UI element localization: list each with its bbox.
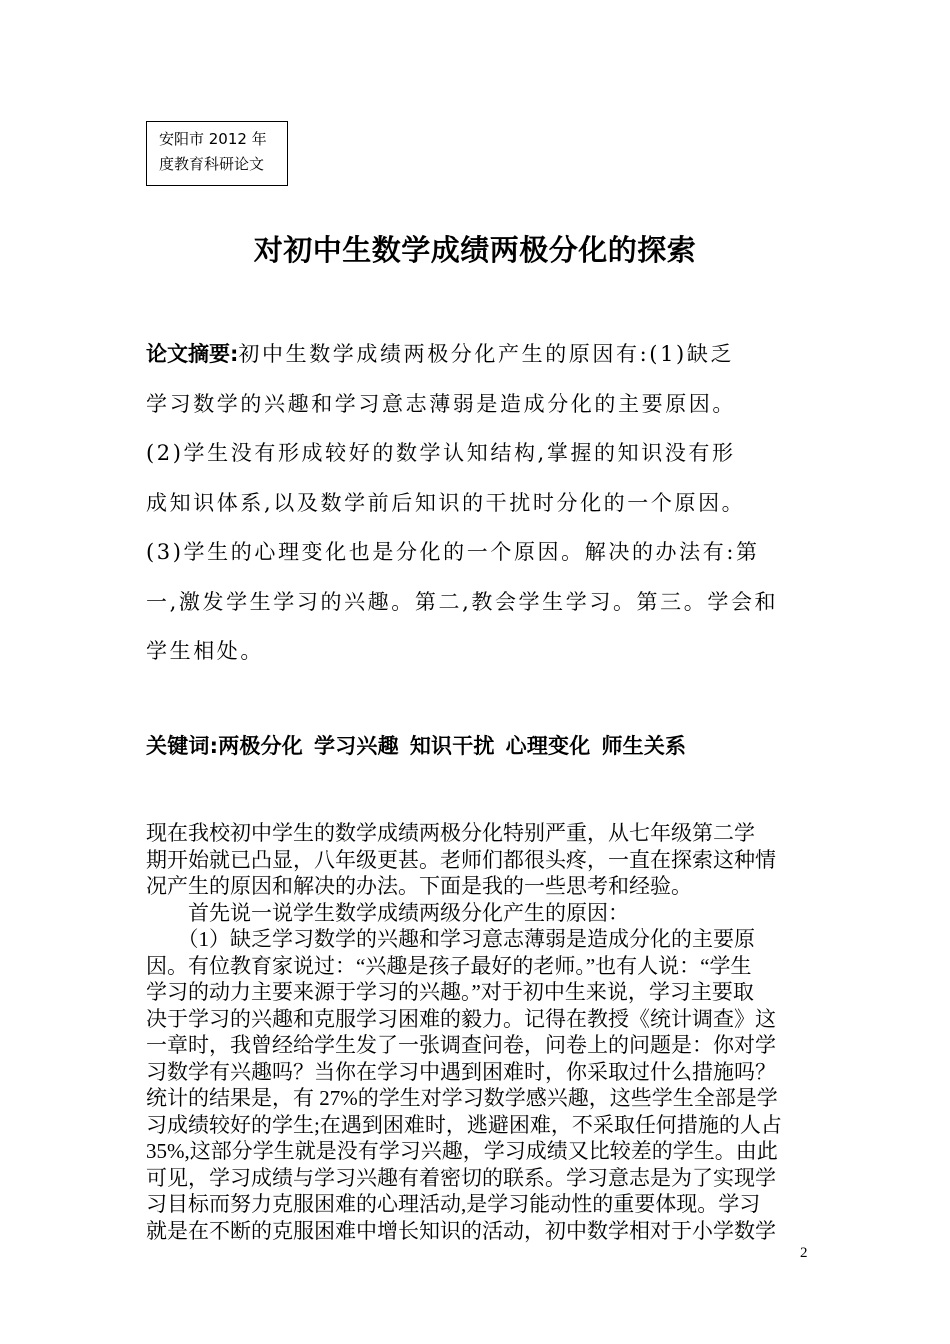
body-line: 习成绩较好的学生;在遇到困难时，逃避困难，不采取任何措施的人占 [146, 1112, 782, 1137]
keyword: 心理变化 [505, 734, 591, 758]
body-line: 决于学习的兴趣和克服学习困难的毅力。记得在教授《统计调查》这 [146, 1006, 776, 1031]
body-line: 期开始就已凸显，八年级更甚。老师们都很头疼，一直在探索这种情 [146, 847, 776, 872]
abstract-text: 初中生数学成绩两极分化产生的原因有:(1)缺乏 [238, 342, 735, 366]
body-line: 习目标而努力克服困难的心理活动,是学习能动性的重要体现。学习 [146, 1192, 761, 1216]
body-line: 学习的动力主要来源于学习的兴趣。”对于初中生来说，学习主要取 [146, 980, 754, 1004]
keyword: 两极分化 [218, 734, 304, 758]
abstract-line: (3)学生的心理变化也是分化的一个原因。解决的办法有:第 [146, 540, 760, 564]
abstract-line: 学生相处。 [146, 639, 264, 663]
body-line: 就是在不断的克服困难中增长知识的活动，初中数学相对于小学数学 [146, 1218, 776, 1243]
body-line: 现在我校初中学生的数学成绩两极分化特别严重，从七年级第二学 [146, 821, 755, 845]
body-text [146, 820, 811, 1244]
abstract-line [146, 330, 816, 380]
stamp-box [146, 121, 288, 186]
keywords-line [146, 730, 826, 760]
stamp-line: 安阳市 2012 年 [159, 130, 267, 148]
abstract-line: (2)学生没有形成较好的数学认知结构,掌握的知识没有形 [146, 441, 736, 465]
abstract-line: 一,激发学生学习的兴趣。第二,教会学生学习。第三。学会和 [146, 589, 779, 614]
body-line: 因。有位教育家说过：“兴趣是孩子最好的老师。”也有人说：“学生 [146, 953, 752, 978]
stamp-line: 度教育科研论文 [159, 155, 265, 173]
abstract-line: 学习数学的兴趣和学习意志薄弱是造成分化的主要原因。 [146, 391, 736, 416]
keyword: 师生关系 [601, 734, 687, 758]
abstract-label: 论文摘要: [146, 342, 239, 366]
keyword: 学习兴趣 [314, 734, 399, 758]
body-line: 首先说一说学生数学成绩两级分化产生的原因： [146, 900, 629, 925]
body-line: 可见，学习成绩与学习兴趣有着密切的联系。学习意志是为了实现学 [146, 1165, 776, 1190]
keyword: 知识干扰 [409, 734, 495, 758]
body-line: 35%,这部分学生就是没有学习兴趣，学习成绩又比较差的学生。由此 [146, 1139, 778, 1163]
keywords-label: 关键词: [146, 734, 219, 758]
document-title: 对初中生数学成绩两极分化的探索 [253, 233, 697, 267]
body-line: 统计的结果是，有 27%的学生对学习数学感兴趣，这些学生全部是学 [146, 1086, 778, 1110]
page-number: 2 [800, 1245, 808, 1261]
body-line: 况产生的原因和解决的办法。下面是我的一些思考和经验。 [146, 874, 692, 898]
abstract-line: 成知识体系,以及数学前后知识的干扰时分化的一个原因。 [146, 490, 746, 515]
body-line: 习数学有兴趣吗？当你在学习中遇到困难时，你采取过什么措施吗？ [146, 1059, 776, 1084]
abstract-section [146, 330, 816, 677]
body-line: （1）缺乏学习数学的兴趣和学习意志薄弱是造成分化的主要原 [146, 927, 755, 951]
body-line: 一章时，我曾经给学生发了一张调查问卷，问卷上的问题是：你对学 [146, 1033, 776, 1057]
